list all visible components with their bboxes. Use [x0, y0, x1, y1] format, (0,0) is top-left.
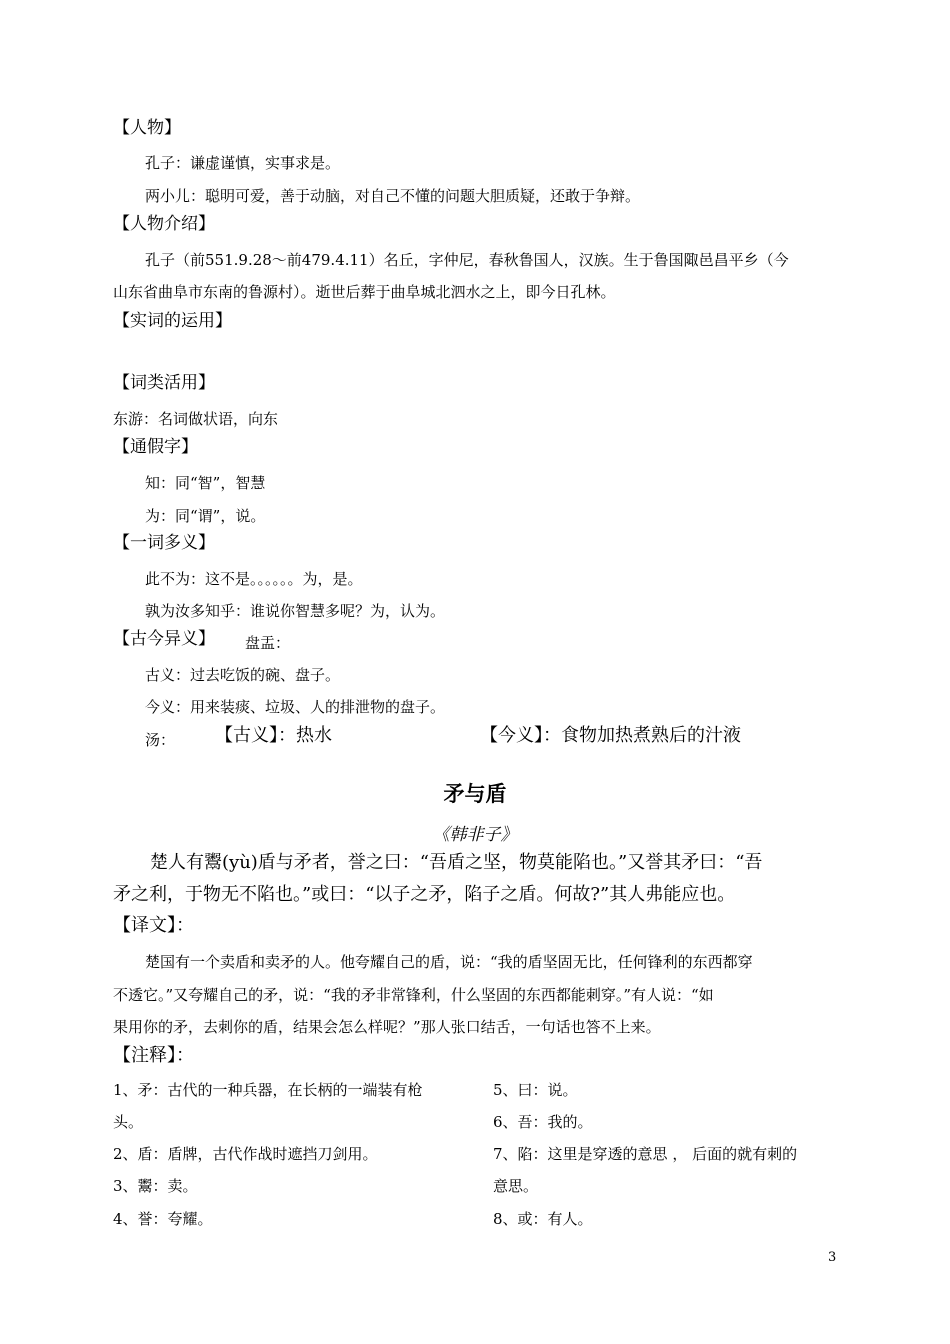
- heading-tongjia: 【通假字】: [113, 437, 198, 457]
- translation-line-2: 不透它。”又夸耀自己的矛，说：“我的矛非常锋利，什么坚固的东西都能刺穿。”有人说：“如: [113, 986, 714, 1004]
- intro-line-1: 孔子（前551.9.28～前479.4.11）名丘，字仲尼，春秋鲁国人，汉族。生于鲁国陬邑昌平乡（今: [145, 251, 789, 269]
- panyu-word: 盘盂：: [245, 634, 291, 652]
- note-item: 5、曰：说。: [493, 1081, 578, 1099]
- zhi-note: 知：同“智”，智慧: [145, 474, 266, 492]
- note-item: 1、矛：古代的一种兵器，在长柄的一端装有枪: [113, 1081, 423, 1099]
- translation-line-3: 果用你的矛，去刺你的盾，结果会怎么样呢？”那人张口结舌，一句话也答不上来。: [113, 1018, 661, 1036]
- heading-characters: 【人物】: [113, 118, 181, 138]
- heading-content-words: 【实词的运用】: [113, 311, 232, 331]
- page-number: 3: [828, 1250, 837, 1265]
- heading-translation: 【译文】：: [113, 915, 194, 936]
- heading-character-intro: 【人物介绍】: [113, 214, 215, 234]
- heading-notes: 【注释】：: [113, 1045, 194, 1066]
- passage-line-2: 矛之利，于物无不陷也。”或曰：“以子之矛，陷子之盾。何故?”其人弗能应也。: [113, 884, 736, 905]
- note-item: 6、吾：我的。: [493, 1113, 593, 1131]
- note-item: 3、鬻：卖。: [113, 1177, 198, 1195]
- dongyou-note: 东游：名词做状语，向东: [113, 410, 279, 428]
- intro-line-2: 山东省曲阜市东南的鲁源村）。逝世后葬于曲阜城北泗水之上，即今日孔林。: [113, 283, 616, 301]
- wei-note: 为：同“谓”，说。: [145, 507, 266, 525]
- passage-source: 《韩非子》: [432, 825, 518, 845]
- confucius-trait: 孔子：谦虚谨慎，实事求是。: [145, 154, 341, 172]
- ancient-meaning: 古义：过去吃饭的碗、盘子。: [145, 666, 341, 684]
- note-item: 7、陷：这里是穿透的意思 ， 后面的就有刺的: [493, 1145, 798, 1163]
- note-item: 意思。: [493, 1177, 539, 1195]
- polysemy-1: 此不为：这不是。。。。。。为，是。: [145, 570, 363, 588]
- polysemy-2: 孰为汝多知乎：谁说你智慧多呢？为，认为。: [145, 602, 446, 620]
- note-item: 4、誉：夸耀。: [113, 1210, 213, 1228]
- modern-meaning: 今义：用来装痰、垃圾、人的排泄物的盘子。: [145, 698, 446, 716]
- tang-modern: 【今义】：食物加热煮熟后的汁液: [480, 725, 741, 746]
- heading-ancient-modern: 【古今异义】: [113, 629, 215, 649]
- heading-polysemy: 【一词多义】: [113, 533, 215, 553]
- passage-title: 矛与盾: [443, 782, 507, 806]
- tang-ancient: 【古义】：热水: [215, 725, 332, 746]
- heading-word-class: 【词类活用】: [113, 373, 215, 393]
- note-item: 头。: [113, 1113, 144, 1131]
- note-item: 2、盾：盾牌，古代作战时遮挡刀剑用。: [113, 1145, 378, 1163]
- note-item: 8、或：有人。: [493, 1210, 593, 1228]
- tang-word: 汤：: [145, 731, 176, 749]
- passage-line-1: 楚人有鬻(yù)盾与矛者，誉之曰：“吾盾之坚，物莫能陷也。”又誉其矛曰：“吾: [150, 852, 763, 873]
- translation-line-1: 楚国有一个卖盾和卖矛的人。他夸耀自己的盾，说：“我的盾坚固无比，任何锋利的东西都穿: [145, 953, 753, 971]
- two-children-trait: 两小儿：聪明可爱，善于动脑，对自己不懂的问题大胆质疑，还敢于争辩。: [145, 187, 641, 205]
